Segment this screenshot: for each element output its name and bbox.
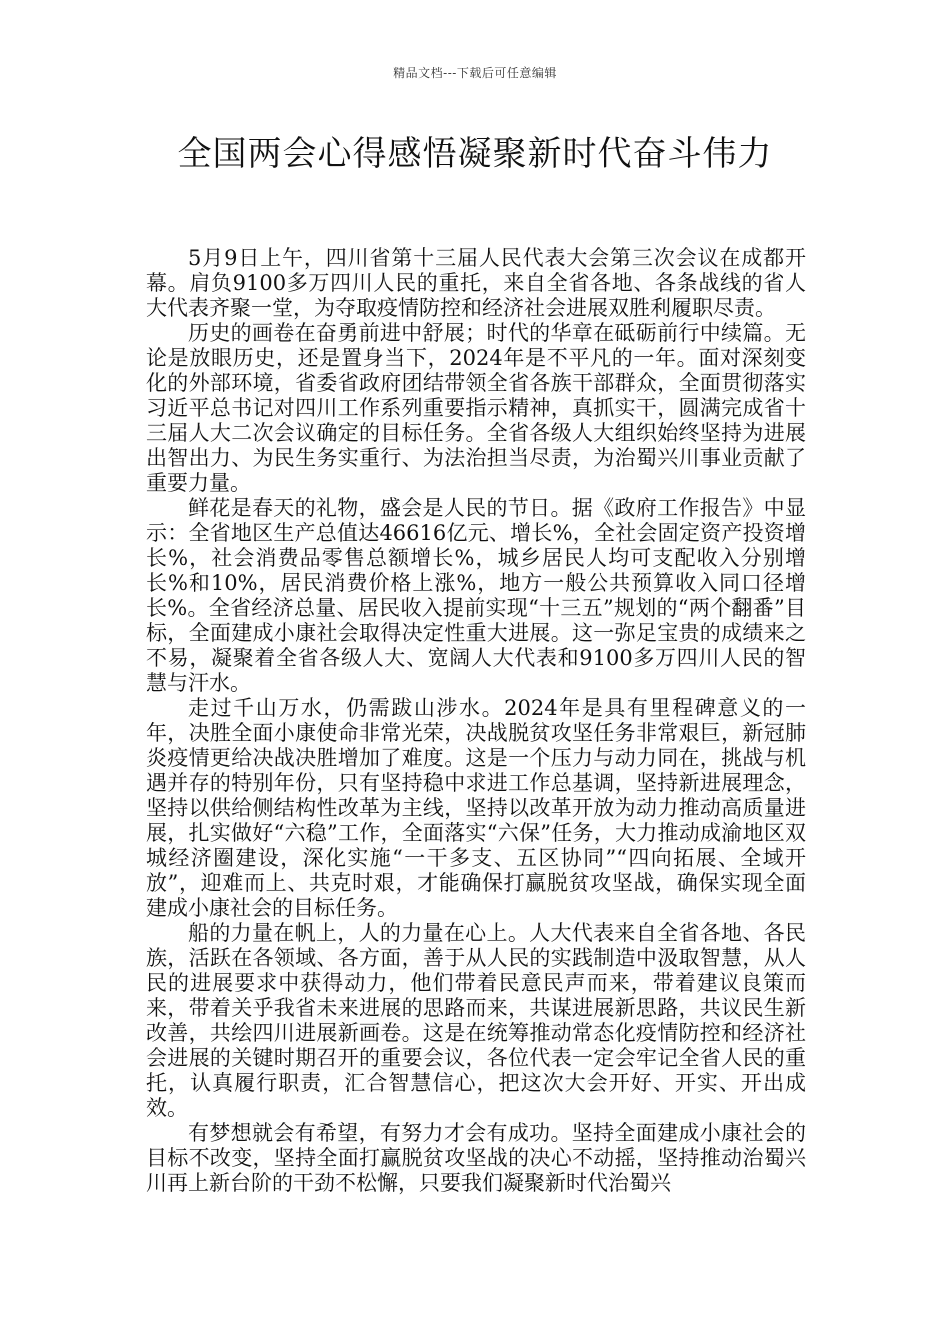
paragraph: 走过千山万水，仍需跋山涉水。2024年是具有里程碑意义的一年，决胜全面小康使命非常光荣，决战脱贫攻坚任务非常艰巨，新冠肺炎疫情更给决战决胜增加了难度。这是一个压力与动力同在，挑战与机遇并存的特别年份，只有坚持稳中求进工作总基调，坚持新进展理念，坚持以供给侧结构性改革为主线，坚持以改革开放为动力推动高质量进展，扎实做好“六稳”工作，全面落实“六保”任务，大力推动成渝地区双城经济圈建设，深化实施“一干多支、五区协同”“四向拓展、全域开放”，迎难而上、共克时艰，才能确保打赢脱贫攻坚战，确保实现全面建成小康社会的目标任务。 [146,696,806,920]
paragraph: 历史的画卷在奋勇前进中舒展；时代的华章在砥砺前行中续篇。无论是放眼历史，还是置身当下，2024年是不平凡的一年。面对深刻变化的外部环境，省委省政府团结带领全省各族干部群众，全面贯彻落实习近平总书记对四川工作系列重要指示精神，真抓实干，圆满完成省十三届人大二次会议确定的目标任务。全省各级人大组织始终坚持为进展出智出力、为民生务实重行、为法治担当尽责，为治蜀兴川事业贡献了重要力量。 [146,321,806,495]
document-title: 全国两会心得感悟凝聚新时代奋斗伟力 [177,134,773,174]
document-body [146,246,806,1196]
paragraph: 5月9日上午，四川省第十三届人民代表大会第三次会议在成都开幕。肩负9100多万四川人民的重托，来自全省各地、各条战线的省人大代表齐聚一堂，为夺取疫情防控和经济社会进展双胜利履职尽责。 [146,246,806,320]
paragraph: 有梦想就会有希望，有努力才会有成功。坚持全面建成小康社会的目标不改变，坚持全面打赢脱贫攻坚战的决心不动摇，坚持推动治蜀兴川再上新台阶的干劲不松懈，只要我们凝聚新时代治蜀兴 [146,1121,806,1195]
paragraph: 船的力量在帆上，人的力量在心上。人大代表来自全省各地、各民族，活跃在各领域、各方面，善于从人民的实践制造中汲取智慧，从人民的进展要求中获得动力，他们带着民意民声而来，带着建议良策而来，带着关乎我省未来进展的思路而来，共谋进展新思路，共议民生新改善，共绘四川进展新画卷。这是在统筹推动常态化疫情防控和经济社会进展的关键时期召开的重要会议，各位代表一定会牢记全省人民的重托，认真履行职责，汇合智慧信心，把这次大会开好、开实、开出成效。 [146,921,806,1120]
paragraph: 鲜花是春天的礼物，盛会是人民的节日。据《政府工作报告》中显示：全省地区生产总值达46616亿元、增长%，全社会固定资产投资增长%，社会消费品零售总额增长%，城乡居民人均可支配收入分别增长%和10%，居民消费价格上涨%，地方一般公共预算收入同口径增长%。全省经济总量、居民收入提前实现“十三五”规划的“两个翻番”目标，全面建成小康社会取得决定性重大进展。这一弥足宝贵的成绩来之不易，凝聚着全省各级人大、宽阔人大代表和9100多万四川人民的智慧与汗水。 [146,496,806,695]
header-note: 精品文档---下载后可任意编辑 [393,66,557,80]
